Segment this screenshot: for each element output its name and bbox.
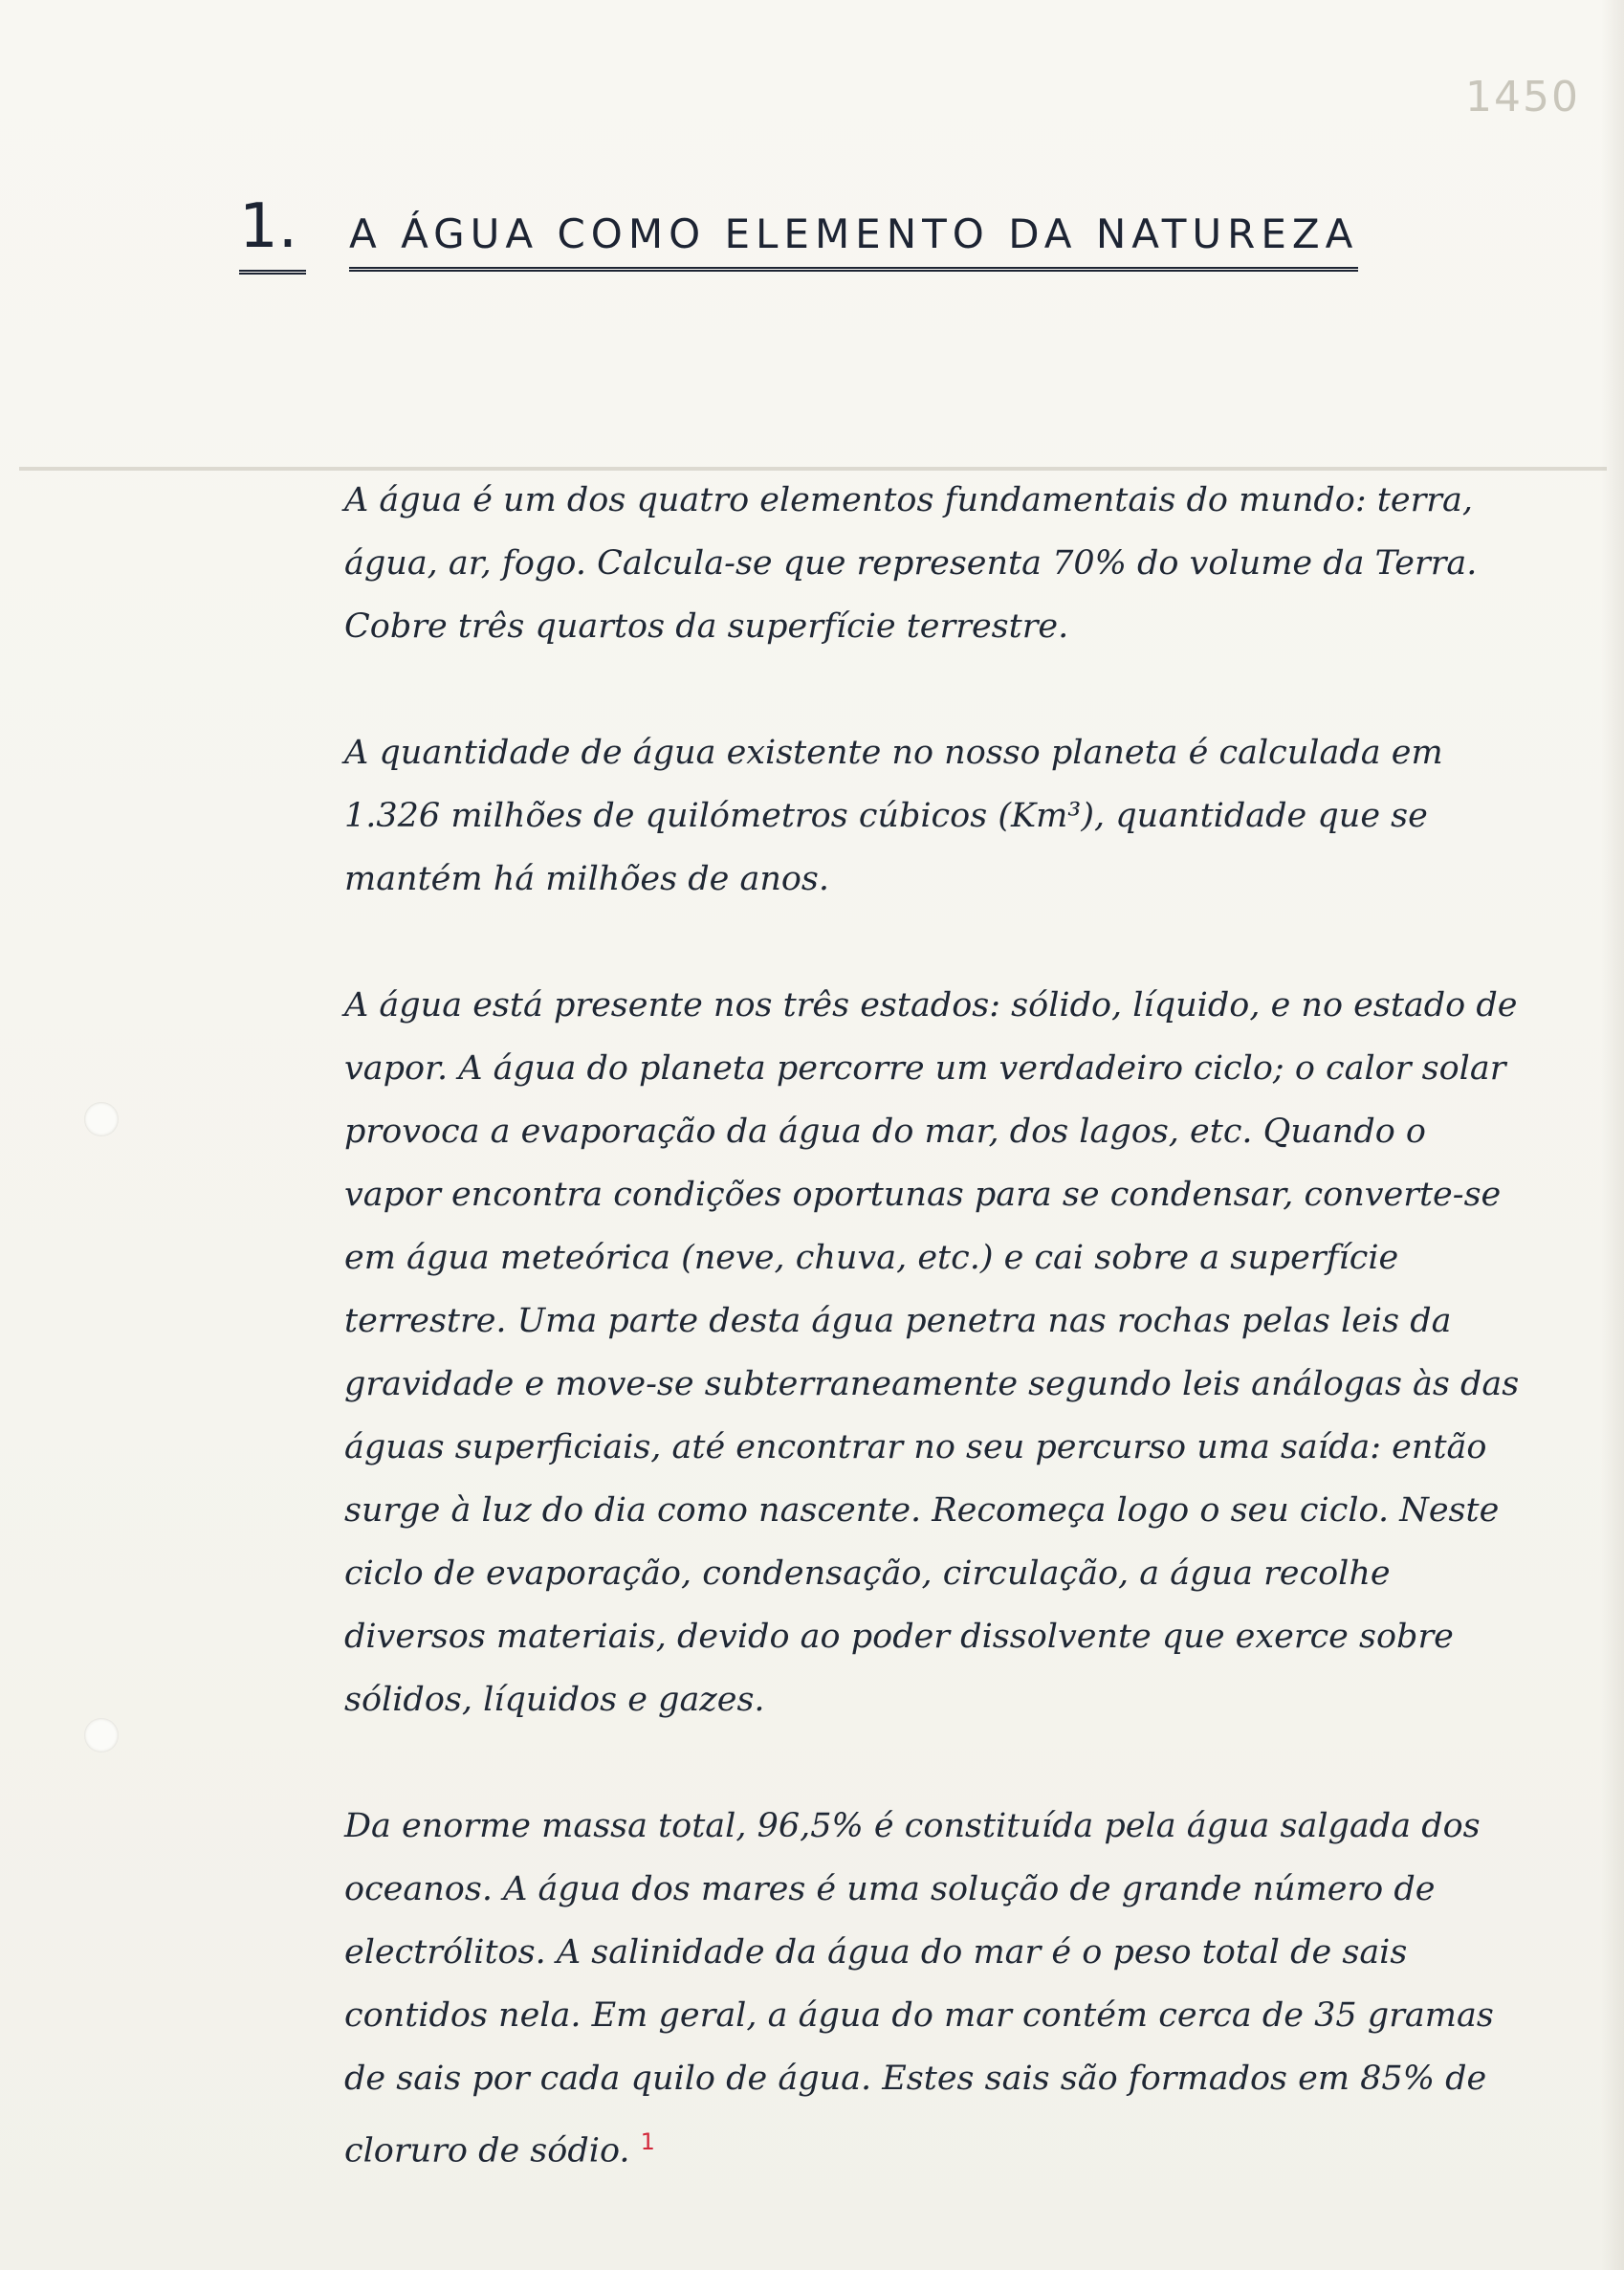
heading-number: 1. <box>239 191 306 275</box>
punch-hole-bottom <box>84 1718 119 1752</box>
heading-title: A ÁGUA COMO ELEMENTO DA NATUREZA <box>349 210 1358 272</box>
footnote-marker: 1 <box>640 2128 655 2155</box>
paper-edge <box>1601 0 1624 2270</box>
paragraph-1: A água é um dos quatro elementos fundamentais do mundo: terra, água, ar, fogo. Calcula-se que representa 70% do volume da Terra. Cobre três quartos da superfície terrestre. <box>344 481 1478 646</box>
page-reference-number: 1450 <box>1465 73 1580 121</box>
handwritten-body <box>344 469 1530 2246</box>
paragraph-4 <box>344 1795 1530 2183</box>
punch-hole-top <box>84 1102 119 1136</box>
paragraph-3: A água está presente nos três estados: sólido, líquido, e no estado de vapor. A água do planeta percorre um verdadeiro ciclo; o calor solar provoca a evaporação da água do mar, dos lagos, etc. Quando o vapor encontra condições oportunas para se condensar, converte-se em água meteórica (neve, chuva, etc.) e cai sobre a superfície terrestre. Uma parte desta água penetra nas rochas pelas leis da gravidade e move-se subterraneamente segundo leis análogas às das águas superficiais, até encontrar no seu percurso uma saída: então surge à luz do dia como nascente. Recomeça logo o seu ciclo. Neste ciclo de evaporação, condensação, circulação, a água recolhe diversos materiais, devido ao poder dissolvente que exerce sobre sólidos, líquidos e gazes. <box>344 986 1520 1719</box>
paragraph-2: A quantidade de água existente no nosso planeta é calculada em 1.326 milhões de quilómetros cúbicos (Km³), quantidade que se mantém há milhões de anos. <box>344 734 1443 898</box>
paragraph-4-text: Da enorme massa total, 96,5% é constituída pela água salgada dos oceanos. A água dos mares é uma solução de grande número de electrólitos. A salinidade da água do mar é o peso total de sais contidos nela. Em geral, a água do mar contém cerca de 35 gramas de sais por cada quilo de água. Estes sais são formados em 85% de cloruro de sódio. <box>344 1807 1494 2171</box>
